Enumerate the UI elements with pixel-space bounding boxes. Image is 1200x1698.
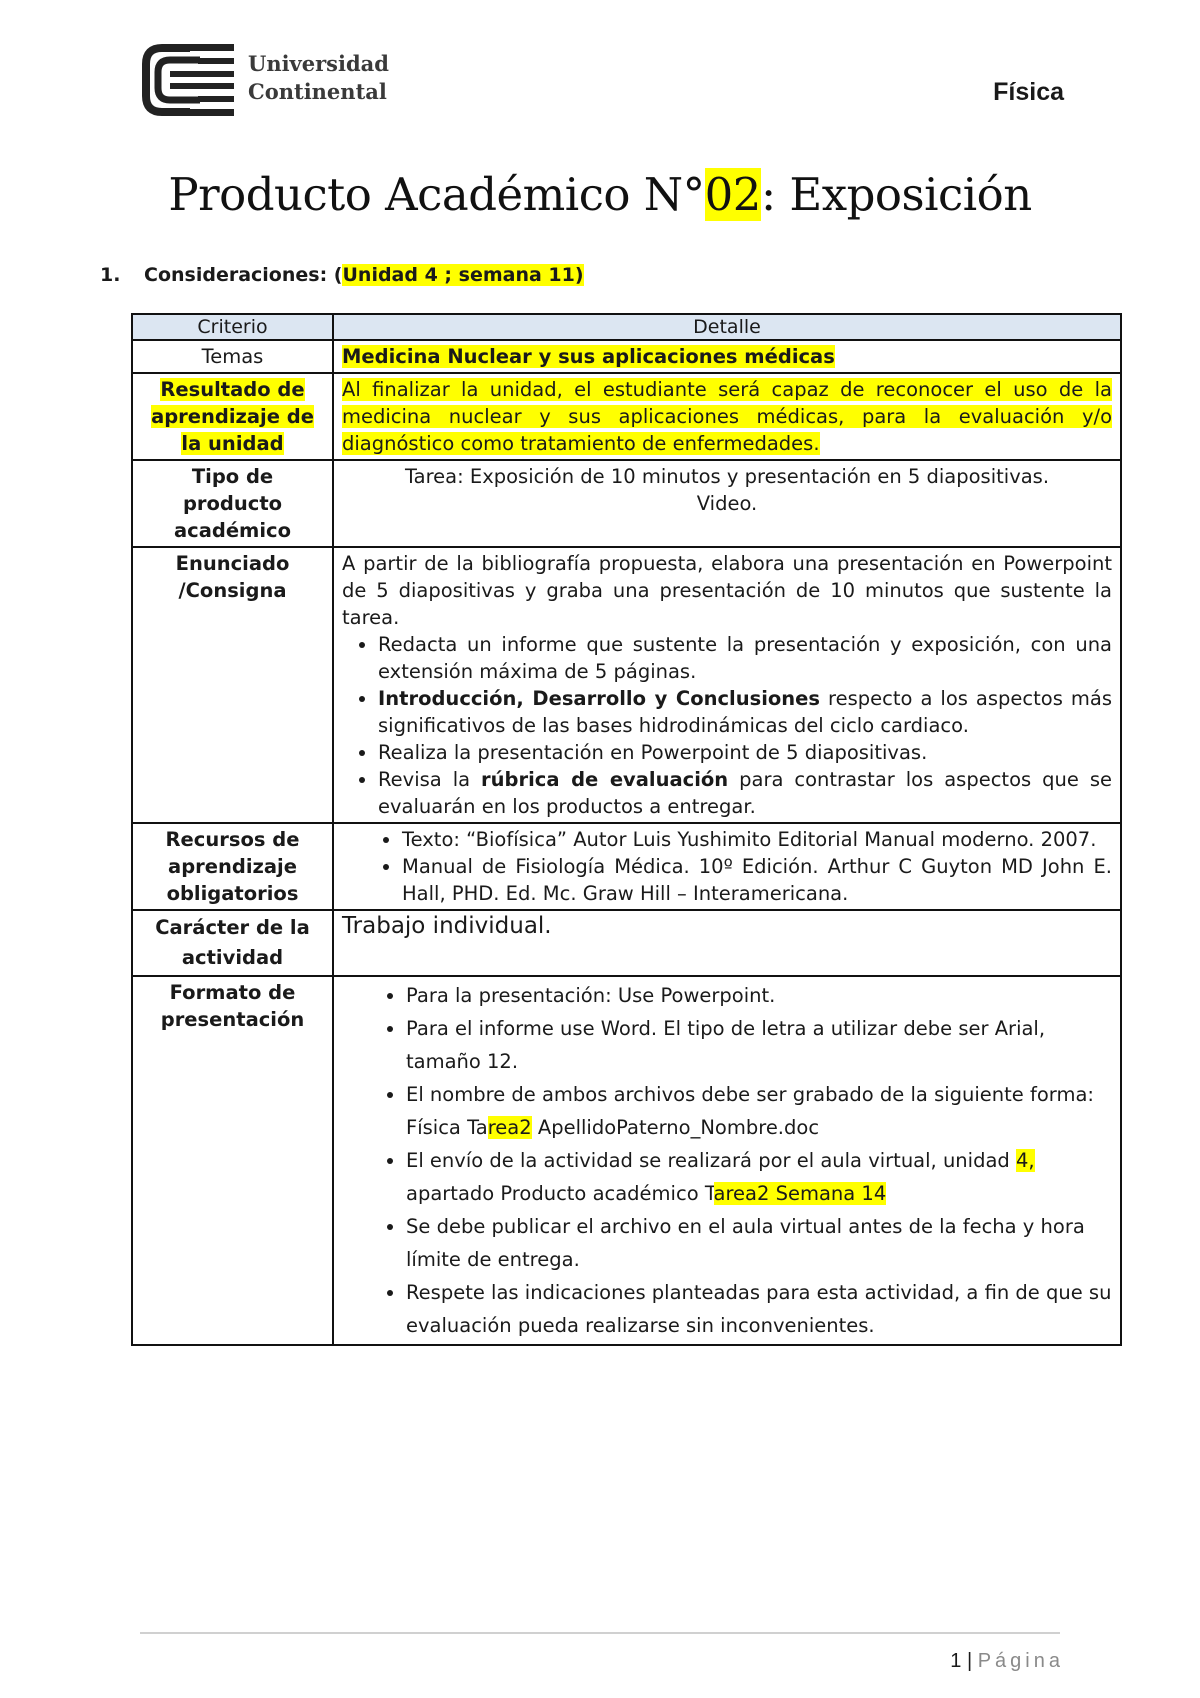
title-prefix: Producto Académico N°: [168, 168, 705, 221]
item-text: Revisa la: [378, 768, 482, 791]
resultado-text: Al finalizar la unidad, el estudiante será capaz de reconocer el uso de la medicina nuclear y sus aplicaciones médicas, para la evaluación y/o diagnóstico como tratamiento de enfermedades.: [342, 378, 1112, 455]
list-item: • Manual de Fisiología Médica. 10º Edición. Arthur C Guyton MD John E. Hall, PHD. Ed. Mc. Graw Hill – Interamericana.: [402, 853, 1112, 907]
list-item: • Realiza la presentación en Powerpoint de 5 diapositivas.: [378, 739, 1112, 766]
label-recursos: Recursos de aprendizaje obligatorios: [132, 823, 333, 910]
item-text: apartado Producto académico T: [406, 1182, 714, 1205]
highlight-text: 4,: [1015, 1149, 1035, 1172]
university-logo-icon: [142, 44, 238, 116]
row-caracter: [132, 910, 1121, 976]
header-criterio: Criterio: [132, 314, 333, 340]
row-formato: [132, 976, 1121, 1345]
page-footer: [950, 1650, 1064, 1673]
title-number: 02: [704, 168, 761, 221]
section-label: Consideraciones: (: [144, 264, 343, 286]
value-temas: [333, 340, 1121, 373]
resultado-label-text: Resultado de aprendizaje de la unidad: [151, 378, 314, 455]
highlight-text: rea2: [487, 1116, 532, 1139]
value-tipo: [333, 460, 1121, 547]
criteria-table: [131, 313, 1122, 1346]
label-caracter: Carácter de la actividad: [132, 910, 333, 976]
footer-divider: [140, 1632, 1060, 1634]
table-header-row: [132, 314, 1121, 340]
enunciado-list: [342, 631, 1112, 820]
enunciado-intro: A partir de la bibliografía propuesta, elabora una presentación en Powerpoint de 5 diapositivas y graba una presentación de 10 minutos que sustente la tarea.: [342, 552, 1112, 629]
university-name: [248, 50, 389, 106]
list-item: • Redacta un informe que sustente la presentación y exposición, con una extensión máxima de 5 páginas.: [378, 631, 1112, 685]
row-tipo: [132, 460, 1121, 547]
university-logo: [142, 44, 402, 116]
bold-text: rúbrica de evaluación: [481, 768, 729, 791]
label-enunciado: Enunciado /Consigna: [132, 547, 333, 823]
bold-text: Introducción, Desarrollo y Conclusiones: [378, 687, 821, 710]
list-item: [378, 766, 1112, 820]
course-name: Física: [993, 78, 1064, 106]
logo-line-1: Universidad: [248, 51, 389, 76]
item-text: ApellidoPaterno_Nombre.doc: [531, 1116, 820, 1139]
section-highlight: Unidad 4 ; semana 11): [342, 264, 584, 286]
item-text: para contrastar los aspectos que se evaluarán en los productos a entregar.: [378, 768, 1112, 818]
value-resultado: [333, 373, 1121, 460]
label-formato: Formato de presentación: [132, 976, 333, 1345]
label-tipo: Tipo de producto académico: [132, 460, 333, 547]
page-number: 1: [950, 1650, 962, 1672]
row-temas: [132, 340, 1121, 373]
title-suffix: : Exposición: [760, 168, 1032, 221]
tipo-line-1: Tarea: Exposición de 10 minutos y presentación en 5 diapositivas.: [404, 465, 1050, 488]
formato-list: [342, 979, 1112, 1342]
value-caracter: Trabajo individual.: [333, 910, 1121, 976]
temas-text: Medicina Nuclear y sus aplicaciones médicas: [342, 345, 835, 368]
footer-separator: |: [961, 1650, 978, 1672]
list-item: • Se debe publicar el archivo en el aula virtual antes de la fecha y hora límite de entrega.: [406, 1210, 1112, 1276]
recursos-list: [342, 826, 1112, 907]
value-formato: [333, 976, 1121, 1345]
list-item: [378, 685, 1112, 739]
row-recursos: [132, 823, 1121, 910]
header-detalle: Detalle: [333, 314, 1121, 340]
list-item: [406, 1144, 1112, 1210]
section-number: 1.: [100, 264, 121, 286]
value-enunciado: [333, 547, 1121, 823]
item-text: El nombre de ambos archivos debe ser grabado de la siguiente forma: Física Ta: [406, 1083, 1094, 1139]
row-enunciado: [132, 547, 1121, 823]
list-item: • Para la presentación: Use Powerpoint.: [406, 979, 1112, 1012]
value-recursos: [333, 823, 1121, 910]
page-label: Página: [977, 1650, 1064, 1672]
item-text: El envío de la actividad se realizará por el aula virtual, unidad: [406, 1149, 1016, 1172]
list-item: • Respete las indicaciones planteadas para esta actividad, a fin de que su evaluación pueda realizarse sin inconvenientes.: [406, 1276, 1112, 1342]
tipo-line-2: Video.: [696, 492, 758, 515]
list-item: • Para el informe use Word. El tipo de letra a utilizar debe ser Arial, tamaño 12.: [406, 1012, 1112, 1078]
logo-line-2: Continental: [248, 79, 387, 104]
label-resultado: [132, 373, 333, 460]
page-title: [0, 168, 1200, 221]
section-heading: [100, 264, 584, 286]
highlight-text: area2 Semana 14: [713, 1182, 887, 1205]
list-item: • Texto: “Biofísica” Autor Luis Yushimito Editorial Manual moderno. 2007.: [402, 826, 1112, 853]
row-resultado: [132, 373, 1121, 460]
item-text: respecto a los aspectos más significativos de las bases hidrodinámicas del ciclo cardiaco.: [378, 687, 1112, 737]
label-temas: Temas: [132, 340, 333, 373]
list-item: [406, 1078, 1112, 1144]
